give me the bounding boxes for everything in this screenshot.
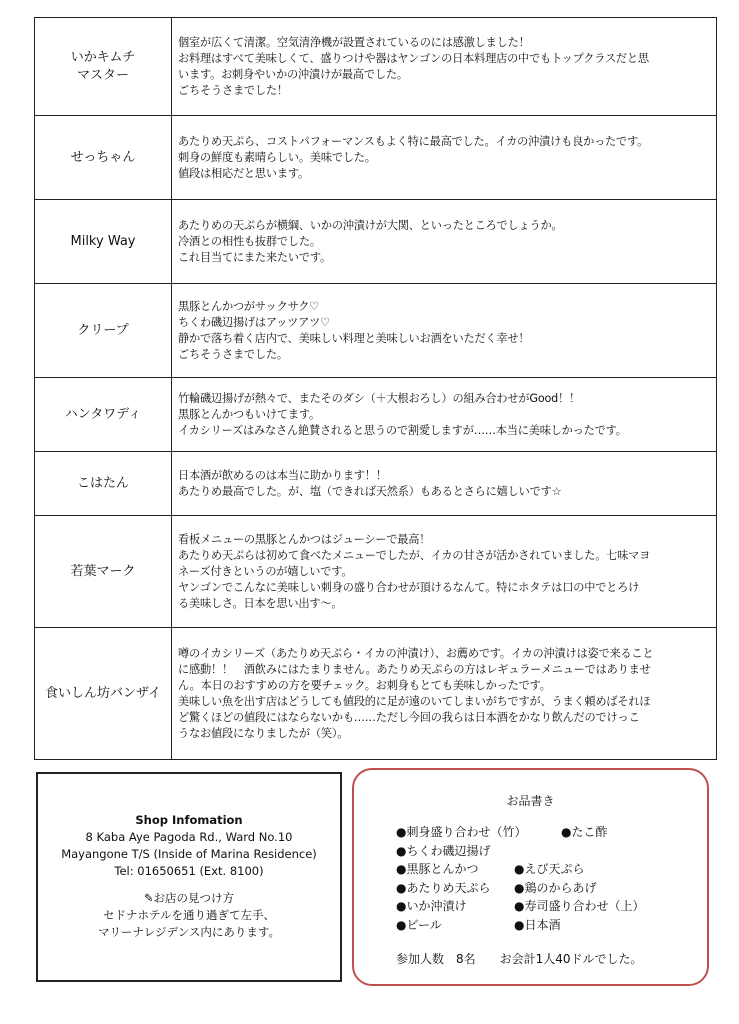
review-row	[35, 284, 717, 378]
review-comment-line: 刺身の鮮度も素晴らしい。美味でした。	[178, 150, 376, 164]
review-comment-line: 冷酒との相性も抜群でした。	[178, 234, 321, 248]
directions-line-1: セドナホテルを通り過ぎて左手、	[103, 908, 275, 922]
review-comment-line: います。お刺身やいかの沖漬けが最高でした。	[178, 67, 408, 81]
shop-info-title: Shop Infomation	[135, 813, 243, 827]
review-comment	[172, 452, 717, 516]
menu-row	[396, 916, 644, 935]
menu-row	[396, 860, 644, 879]
review-comment-line: 個室が広くて清潔。空気清浄機が設置されているのには感激しました！	[178, 35, 530, 49]
review-row	[35, 200, 717, 284]
review-comment-line: 黒豚とんかつもいけてます。	[178, 407, 320, 421]
review-comment-line: 日本酒が飲めるのは本当に助かります！！	[178, 468, 387, 482]
shop-address-line-2: Mayangone T/S (Inside of Marina Residence)	[61, 847, 317, 861]
reviewer-name	[35, 284, 172, 378]
reviewer-name	[35, 516, 172, 628]
menu-item: ●寿司盛り合わせ（上）	[514, 899, 645, 913]
review-comment	[172, 516, 717, 628]
review-row	[35, 378, 717, 452]
menu-item: ●ちくわ磯辺揚げ	[396, 843, 491, 858]
review-comment	[172, 116, 717, 200]
reviewer-name-line: こはたん	[76, 475, 129, 491]
directions-line-2: マリーナレジデンス内にあります。	[98, 925, 280, 939]
menu-item: ●刺身盛り合わせ（竹）	[396, 825, 527, 839]
review-comment	[172, 628, 717, 760]
review-comment-line: 噂のイカシリーズ（あたりめ天ぷら・イカの沖漬け）、お薦めです。イカの沖漬けは姿で来ること	[178, 646, 654, 660]
menu-item: ●黒豚とんかつ	[396, 862, 479, 876]
reviewer-name	[35, 628, 172, 760]
review-comment-line: る美味しさ。日本を思い出す〜。	[178, 596, 343, 610]
review-comment-line: 値段は相応だと思います。	[178, 166, 309, 180]
review-comment-line: ごちそうさまでした。	[178, 347, 288, 361]
reviewer-name	[35, 116, 172, 200]
review-row	[35, 452, 717, 516]
shop-tel: Tel: 01650651 (Ext. 8100)	[114, 864, 264, 878]
review-comment-line: ヤンゴンでこんなに美味しい刺身の盛り合わせが頂けるなんて。特にホタテは口の中でとろけ	[178, 580, 640, 594]
review-comment	[172, 378, 717, 452]
menu-title: お品書き	[506, 794, 555, 808]
review-comment-line: に感動！！ 酒飲みにはたまりません。あたりめ天ぷらの方はレギュラーメニューではありませ	[178, 662, 651, 676]
review-row	[35, 516, 717, 628]
menu-item: ●日本酒	[514, 917, 561, 932]
reviewer-name	[35, 18, 172, 116]
menu-row	[396, 842, 644, 861]
review-comment-line: 美味しい魚を出す店はどうしても値段的に足が遠のいてしまいがちですが、うまく頼めばそれほ	[178, 694, 651, 708]
review-comment-line: あたりめの天ぷらが横綱、いかの沖漬けが大関、といったところでしょうか。	[178, 218, 563, 232]
shop-info-box	[36, 772, 342, 982]
reviewer-name-line: クリープ	[77, 322, 129, 338]
menu-row	[396, 897, 644, 916]
review-comment-line: ちくわ磯辺揚げはアッツアツ♡	[178, 315, 330, 329]
reviewer-name	[35, 378, 172, 452]
review-comment	[172, 200, 717, 284]
review-comment	[172, 284, 717, 378]
reviewer-name-line: 若葉マーク	[70, 563, 136, 579]
menu-box	[352, 768, 709, 986]
review-comment	[172, 18, 717, 116]
review-row	[35, 628, 717, 760]
menu-row	[396, 823, 644, 842]
review-comment-line: うなお値段になりましたが（笑）。	[178, 726, 349, 740]
reviewer-name-line: Milky Way	[70, 233, 136, 249]
review-comment-line: 静かで落ち着く店内で、美味しい料理と美味しいお酒をいただく幸せ！	[178, 331, 530, 345]
review-row	[35, 116, 717, 200]
shop-address-line-1: 8 Kaba Aye Pagoda Rd., Ward No.10	[85, 830, 293, 844]
review-comment-line: 黒豚とんかつがサックサク♡	[178, 299, 320, 313]
reviewer-name	[35, 452, 172, 516]
review-comment-line: ど驚くほどの値段にはならないかも……ただし今回の我らは日本酒をかなり飲んだのでけっこ	[178, 710, 640, 724]
review-comment-line: 竹輪磯辺揚げが熱々で、またそのダシ（＋大根おろし）の組み合わせがGood！！	[178, 391, 581, 405]
review-comment-line: あたりめ天ぷらは初めて食べたメニューでしたが、イカの甘さが活かされていました。七味マヨ	[178, 548, 651, 562]
menu-item: ●えび天ぷら	[514, 862, 585, 876]
menu-summary: 参加人数 8名 お会計1人40ドルでした。	[396, 952, 643, 966]
reviews-table	[34, 17, 717, 760]
review-comment-line: ん。本日のおすすめの方を要チェック。お刺身もとても美味しかったです。	[178, 678, 551, 692]
review-comment-line: これ目当てにまた来たいです。	[178, 250, 331, 264]
menu-item: ●鶏のからあげ	[514, 880, 597, 895]
review-comment-line: ネーズ付きというのが嬉しいです。	[178, 564, 353, 578]
menu-row	[396, 879, 644, 898]
reviewer-name-line: いかキムチ	[70, 49, 136, 65]
reviewer-name-line: ハンタワディ	[64, 406, 142, 422]
reviewer-name	[35, 200, 172, 284]
menu-item: ●あたりめ天ぷら	[396, 880, 491, 895]
review-comment-line: 看板メニューの黒豚とんかつはジューシーで最高！	[178, 532, 431, 546]
review-comment-line: ごちそうさまでした！	[178, 83, 288, 97]
menu-item: ●いか沖漬け	[396, 899, 467, 913]
menu-item: ●たこ酢	[561, 825, 608, 839]
review-comment-line: イカシリーズはみなさん絶賛されると思うので割愛しますが……本当に美味しかったです。	[178, 423, 627, 437]
review-comment-line: あたりめ最高でした。が、塩（できれば天然系）もあるとさらに嬉しいです☆	[178, 484, 562, 498]
review-row	[35, 18, 717, 116]
review-comment-line: あたりめ天ぷら、コストパフォーマンスもよく特に最高でした。イカの沖漬けも良かったです。	[178, 134, 649, 148]
menu-items	[396, 823, 644, 934]
reviewer-name-line: マスター	[76, 67, 129, 83]
review-comment-line: お料理はすべて美味しくて、盛りつけや器はヤンゴンの日本料理店の中でもトップクラスだと思	[178, 51, 649, 65]
reviewer-name-line: せっちゃん	[70, 149, 136, 165]
directions-heading: ✎お店の見つけ方	[143, 891, 235, 905]
reviewer-name-line: 食いしん坊バンザイ	[44, 685, 162, 701]
menu-item: ●ビール	[396, 917, 442, 932]
